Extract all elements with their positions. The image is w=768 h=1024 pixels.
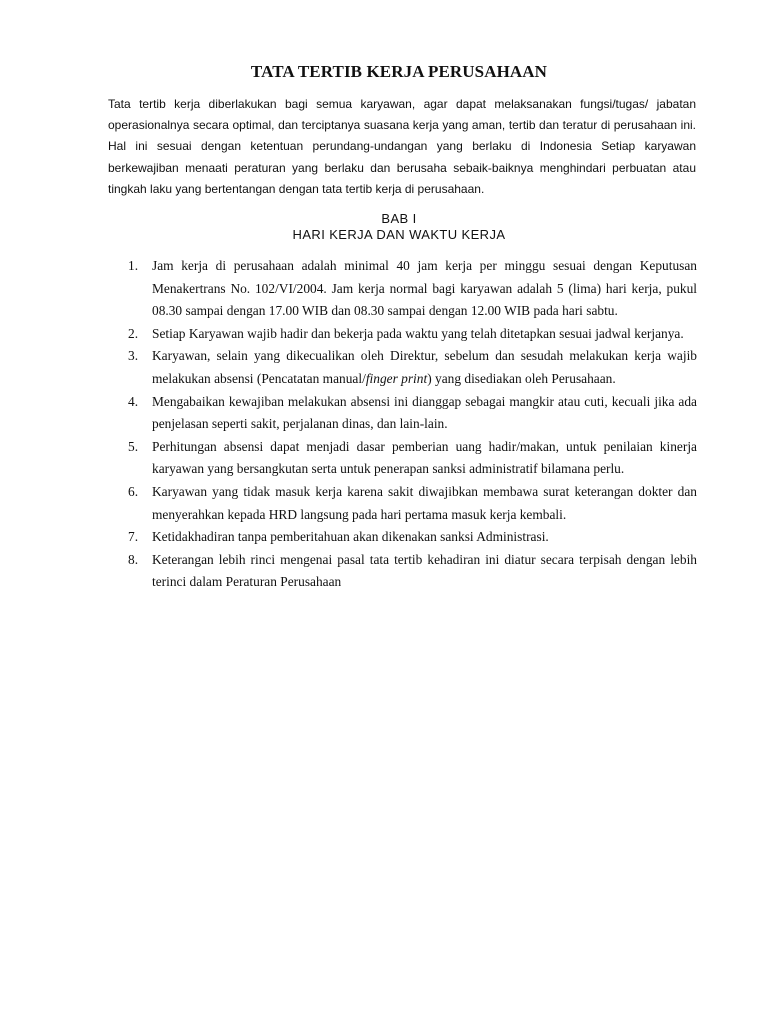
list-item-text-italic: finger print [365,370,428,386]
list-item-number: 2. [128,325,139,341]
list-item [124,526,697,549]
chapter-title: HARI KERJA DAN WAKTU KERJA [292,227,506,242]
list-item-text: Mengabaikan kewajiban melakukan absensi ini dianggap sebagai mangkir atau cuti, kecuali jika ada penjelasan seperti sakit, perjalanan dinas, dan lain-lain. [152,393,697,432]
list-item-text: Keterangan lebih rinci mengenai pasal tata tertib kehadiran ini diatur secara terpisah dengan lebih terinci dalam Peraturan Perusahaan [152,551,697,590]
intro-paragraph: Tata tertib kerja diberlakukan bagi semua karyawan, agar dapat melaksanakan fungsi/tugas/ jabatan operasionalnya secara optimal, dan terciptanya suasana kerja yang aman, tertib dan teratur di perusahaan ini. Hal ini sesuai dengan ketentuan perundang-undangan yang berlaku di Indonesia Setiap karyawan berkewajiban menaati peraturan yang berlaku dan berusaha sebaik-baiknya menghindari perbuatan atau tingkah laku yang bertentangan dengan tata tertib kerja di perusahaan. [108,97,696,196]
chapter-number: BAB I [381,211,417,226]
list-item [124,436,697,481]
list-item-text: Setiap Karyawan wajib hadir dan bekerja pada waktu yang telah ditetapkan sesuai jadwal kerjanya. [152,325,684,341]
list-item [124,255,697,323]
list-item [124,481,697,526]
list-item-number: 7. [128,529,139,545]
list-item [124,549,697,594]
list-item [124,391,697,436]
list-item-number: 8. [128,551,139,567]
list-item-text: Karyawan yang tidak masuk kerja karena sakit diwajibkan membawa surat keterangan dokter dan menyerahkan kepada HRD langsung pada hari pertama masuk kerja kembali. [152,483,697,522]
list-item-text: Ketidakhadiran tanpa pemberitahuan akan dikenakan sanksi Administrasi. [152,529,549,545]
list-item-number: 5. [128,438,139,454]
list-item [124,345,697,390]
list-item-number: 1. [128,258,139,273]
rules-list [124,255,697,594]
list-item-text-after: ) yang disediakan oleh Perusahaan. [427,370,616,386]
list-item-number: 3. [128,348,139,364]
list-item-number: 4. [128,393,139,409]
chapter-heading [100,211,698,243]
list-item-text-before: Karyawan, selain yang dikecualikan oleh Direktur, sebelum dan sesudah melakukan kerja wajib melakukan absensi (Pencatatan manual/ [152,348,697,386]
list-item-text [152,345,697,390]
list-item-text: Jam kerja di perusahaan adalah minimal 40 jam kerja per minggu sesuai dengan Keputusan Menakertrans No. 102/VI/2004. Jam kerja normal bagi karyawan adalah 5 (lima) hari kerja, pukul 08.30 sampai dengan 17.00 WIB dan 08.30 sampai dengan 12.00 WIB pada hari sabtu. [152,258,697,319]
list-item [124,323,697,346]
list-item-text: Perhitungan absensi dapat menjadi dasar pemberian uang hadir/makan, untuk penilaian kinerja karyawan yang bersangkutan serta untuk penerapan sanksi administratif bilamana perlu. [152,438,697,477]
document-title: TATA TERTIB KERJA PERUSAHAAN [250,62,548,81]
list-item-number: 6. [128,483,139,499]
